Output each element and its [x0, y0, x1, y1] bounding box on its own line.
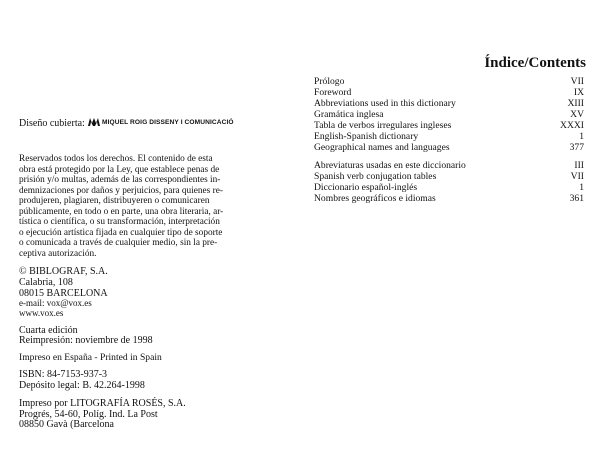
toc-entry-page: XIII — [567, 98, 584, 109]
toc-entry-label: English-Spanish dictionary — [314, 131, 419, 142]
contents-heading: Índice/Contents — [484, 55, 586, 71]
toc-entry[interactable] — [314, 120, 584, 131]
toc-entry-page: VII — [570, 171, 584, 182]
cover-design-label: Diseño cubierta: — [19, 118, 85, 129]
rights-line: ceptiva autorización. — [19, 248, 97, 259]
toc-entry[interactable] — [314, 131, 584, 142]
publisher-web: www.vox.es — [19, 308, 64, 318]
toc-entry[interactable] — [314, 109, 584, 120]
toc-entry-page: 361 — [569, 193, 584, 204]
toc-entry-page: III — [574, 160, 584, 171]
toc-entry-label: Diccionario español-inglés — [314, 182, 418, 193]
toc-entry-page: 1 — [579, 131, 584, 142]
rights-line: Reservados todos los derechos. El contenido de esta — [19, 154, 213, 164]
printer-name: Impreso por LITOGRAFÍA ROSÉS, S.A. — [19, 398, 186, 409]
legal-deposit: Depósito legal: B. 42.264-1998 — [19, 380, 145, 391]
toc-entry-page: 377 — [569, 142, 584, 153]
toc-entry[interactable] — [314, 171, 584, 182]
printer-address: Progrés, 54-60, Políg. Ind. La Post — [19, 409, 158, 420]
toc-entry-page: XXXI — [560, 120, 584, 131]
toc-entry-label: Gramática inglesa — [314, 109, 384, 120]
toc-entry-page: 1 — [579, 182, 584, 193]
toc-entry[interactable] — [314, 182, 584, 193]
toc-entry[interactable] — [314, 98, 584, 109]
toc-entry-page: VII — [570, 76, 584, 87]
toc-entry[interactable] — [314, 160, 584, 171]
rights-line: prisión y/o multas, además de las correspondientes in- — [19, 175, 221, 185]
toc-entry-label: Nombres geográficos e idiomas — [314, 193, 436, 204]
toc-entry-label: Abbreviations used in this dictionary — [314, 98, 456, 109]
toc-entry[interactable] — [314, 142, 584, 153]
toc-entry-label: Tabla de verbos irregulares ingleses — [314, 120, 452, 131]
toc-entry-label: Foreword — [314, 87, 352, 98]
toc-entry[interactable] — [314, 76, 584, 87]
toc-entry[interactable] — [314, 87, 584, 98]
designer-logo-mark-icon — [87, 117, 101, 127]
toc-entry-page: XV — [570, 109, 584, 120]
rights-line: produjeren, plagiaren, distribuyeren o comunicaren — [19, 196, 210, 206]
edition: Cuarta edición — [19, 325, 78, 336]
publisher-name: © BIBLOGRAF, S.A. — [19, 266, 108, 277]
publisher-street: Calabria, 108 — [19, 277, 73, 288]
designer-logo-text: MIQUEL ROIG DISSENY I COMUNICACIÓ — [102, 119, 234, 126]
publisher-city: 08015 BARCELONA — [19, 288, 108, 299]
printed-in: Impreso en España - Printed in Spain — [19, 352, 162, 363]
toc-entry-label: Prólogo — [314, 76, 345, 87]
rights-line: o ejecución artística fijada en cualquier tipo de soporte — [19, 227, 223, 238]
rights-line: o comunicada a través de cualquier medio, sin la pre- — [19, 238, 218, 248]
publisher-email: e-mail: vox@vox.es — [19, 298, 92, 308]
toc-entry-label: Abreviaturas usadas en este diccionario — [314, 160, 466, 171]
rights-line: tística o científica, o su transformación, interpretación — [19, 217, 220, 227]
rights-line: obra está protegido por la Ley, que establece penas de — [19, 164, 220, 175]
printer-city: 08850 Gavà (Barcelona — [19, 419, 114, 430]
isbn: ISBN: 84-7153-937-3 — [19, 369, 108, 380]
toc-entry[interactable] — [314, 193, 584, 204]
rights-line: demnizaciones por daños y perjuicios, para quienes re- — [19, 185, 223, 196]
toc-entry-label: Spanish verb conjugation tables — [314, 171, 437, 182]
toc-entry-label: Geographical names and languages — [314, 142, 450, 153]
rights-line: públicamente, en todo o en parte, una obra literaria, ar- — [19, 206, 224, 217]
toc-entry-page: IX — [573, 87, 584, 98]
reprint: Reimpresión: noviembre de 1998 — [19, 335, 153, 346]
